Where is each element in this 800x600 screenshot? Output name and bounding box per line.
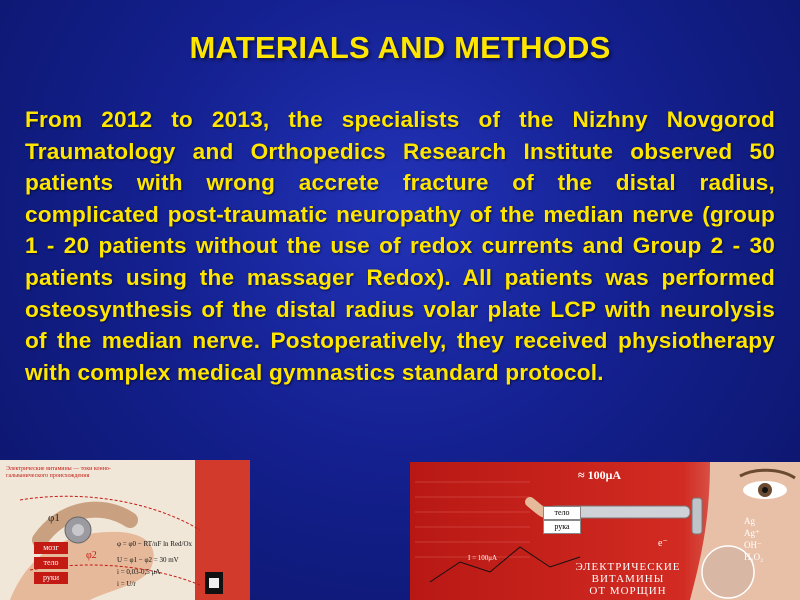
product-line-3: ОТ МОРЩИН bbox=[589, 585, 667, 597]
electron-label: e⁻ bbox=[658, 538, 668, 549]
formula-1: φ = φ0 − RT/nF ln Red/Ox bbox=[117, 540, 193, 548]
slide-title: MATERIALS AND METHODS bbox=[189, 30, 611, 65]
left-illustration bbox=[0, 460, 250, 600]
formula-3: i = 0,03-0,5 μA bbox=[117, 568, 161, 576]
product-line-1: ЭЛЕКТРИЧЕСКИЕ bbox=[575, 561, 681, 573]
chem-hydroxide: OH⁻ bbox=[744, 540, 762, 550]
product-line-2: ВИТАМИНЫ bbox=[591, 573, 665, 585]
chart-label: I = 100μA bbox=[468, 554, 498, 562]
left-image-heading: Электрические витамины — токи конно-гальванического происхождения bbox=[6, 466, 111, 479]
chem-ag-ion: Ag⁺ bbox=[744, 528, 760, 538]
chem-peroxide: H₂O₂ bbox=[744, 552, 764, 562]
formula-2: U = φ1 − φ2 = 30 mV bbox=[117, 556, 179, 564]
formula-4: i = U/r bbox=[117, 580, 136, 588]
label-hand: рука bbox=[543, 520, 581, 534]
label-body: тело bbox=[543, 506, 581, 520]
chem-ag: Ag bbox=[744, 516, 755, 526]
phi2-label: φ2 bbox=[86, 550, 97, 561]
slide-body-text: From 2012 to 2013, the specialists of the Nizhny Novgorod Traumatology and Orthopedics Research Institute observed 50 patients with wrong accrete fracture of the distal radius, complicated post-traumatic neuropathy of the median nerve (group 1 - 20 patients without the use of redox currents and Group 2 - 30 patients using the massager Redox). All patients was performed osteosynthesis of the distal radius volar plate LCP with neurolysis of the median nerve. Postoperatively, they received physiotherapy with complex medical gymnastics standard protocol. bbox=[25, 107, 775, 385]
phi1-label: φ1 bbox=[48, 512, 60, 524]
box-hands: руки bbox=[34, 572, 68, 584]
right-illustration bbox=[410, 462, 800, 600]
box-brain: мозг bbox=[34, 542, 68, 554]
current-label: ≈ 100μA bbox=[578, 468, 622, 482]
box-body: тело bbox=[34, 557, 68, 569]
